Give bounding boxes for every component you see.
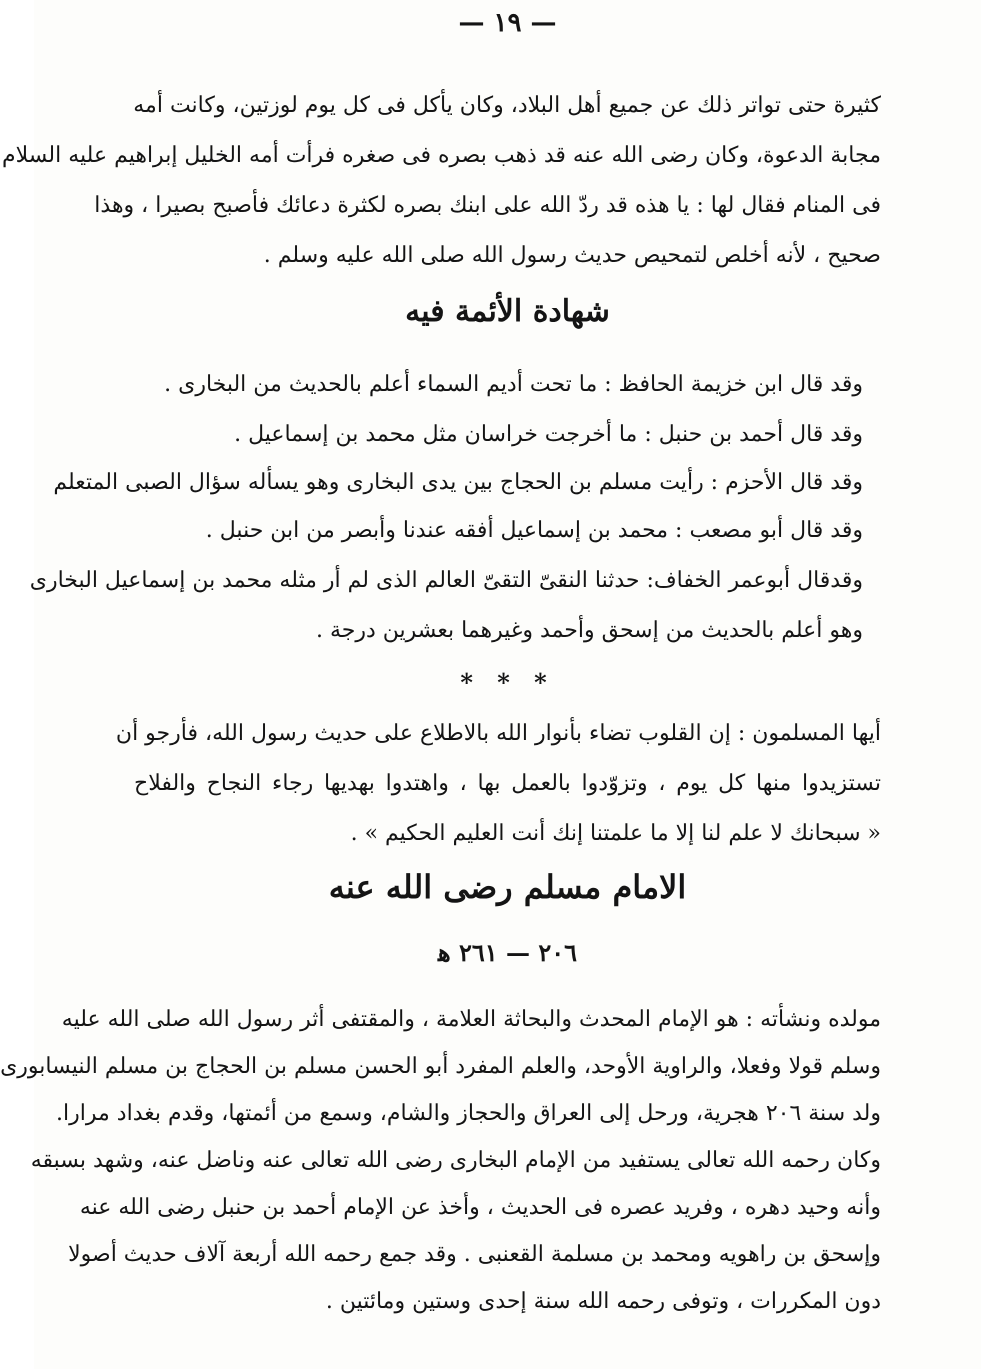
testimony-line: وقد قال أبو مصعب : محمد بن إسماعيل أفقه عندنا وأبصر من ابن حنبل . [205, 518, 863, 543]
section-heading-imam-muslim: الامام مسلم رضى الله عنه [328, 868, 687, 906]
testimony-line: وقد قال الأحزم : رأيت مسلم بن الحجاج بين يدى البخارى وهو يسأله سؤال الصبى المتعلم [53, 470, 863, 495]
paragraph-continuation [2, 84, 881, 284]
text-line: كثيرة حتى تواتر ذلك عن جميع أهل البلاد، وكان يأكل فى كل يوم لوزتين، وكانت أمه [133, 93, 881, 118]
text-line: أيها المسلمون : إن القلوب تضاء بأنوار الله بالاطلاع على حديث رسول الله، فأرجو أن [115, 721, 881, 746]
text-line: دون المكررات ، وتوفى رحمه الله سنة إحدى وستين ومائتين . [325, 1289, 881, 1314]
text-line: تستزيدوا منها كل يوم ، وتزوّدوا بالعمل بها ، واهتدوا بهديها رجاء النجاح والفلاح [134, 771, 881, 796]
testimony-line: وهو أعلم بالحديث من إسحق وأحمد وغيرهما بعشرين درجة . [315, 618, 863, 643]
text-line: وأنه وحيد دهره ، وفريد عصره فى الحديث ، وأخذ عن الإمام أحمد بن حنبل رضى الله عنه [79, 1195, 881, 1220]
testimonies-list [29, 362, 863, 658]
text-line: وإسحق بن راهويه ومحمد بن مسلمة القعنبى . وقد جمع رحمه الله أربعة آلاف حديث أصولا [68, 1242, 881, 1267]
text-line: وسلم قولا وفعلا، والراوية الأوحد، والعلم المفرد أبو الحسن مسلم بن الحجاج بن مسلم النيسابورى [0, 1054, 881, 1079]
page-number: — ١٩ — [458, 8, 557, 38]
text-line: وكان رحمه الله تعالى يستفيد من الإمام البخارى رضى الله تعالى عنه وناضل عنه، وشهد بسبقه [30, 1148, 881, 1173]
paragraph-biography [0, 998, 881, 1327]
section-separator: * * * [460, 668, 555, 697]
text-line: مولده ونشأته : هو الإمام المحدث والبحاثة العلامة ، والمقتفى أثر رسول الله صلى الله عليه [61, 1007, 881, 1032]
text-line: « سبحانك لا علم لنا إلا ما علمتنا إنك أنت العليم الحكيم » . [350, 821, 881, 846]
lifespan-dates: ٢٠٦ — ٢٦١ ﻫ [437, 938, 578, 967]
testimony-line: وقد قال ابن خزيمة الحافظ : ما تحت أديم السماء أعلم بالحديث من البخارى . [164, 372, 863, 397]
text-line: ولد سنة ٢٠٦ هجرية، ورحل إلى العراق والحجاز والشام، وسمع من أئمتها، وقدم بغداد مرارا. [56, 1101, 881, 1126]
text-line: مجابة الدعوة، وكان رضى الله عنه قد ذهب بصره فى صغره فرأت أمه الخليل إبراهيم عليه السلام [2, 143, 881, 168]
text-line: فى المنام فقال لها : يا هذه قد ردّ الله على ابنك بصره لكثرة دعائك فأصبح بصيرا ، وهذا [94, 193, 881, 218]
testimony-line: وقد قال أحمد بن حنبل : ما أخرجت خراسان مثل محمد بن إسماعيل . [234, 422, 863, 447]
paragraph-exhortation [115, 712, 881, 862]
testimony-line: وقدقال أبوعمر الخفاف: حدثنا النقىّ التقىّ العالم الذى لم أر مثله محمد بن إسماعيل البخارى [29, 568, 863, 593]
section-heading-testimonies: شهادة الأئمة فيه [405, 294, 610, 329]
text-line: صحيح ، لأنه أخلص لتمحيص حديث رسول الله صلى الله عليه وسلم . [263, 243, 881, 268]
